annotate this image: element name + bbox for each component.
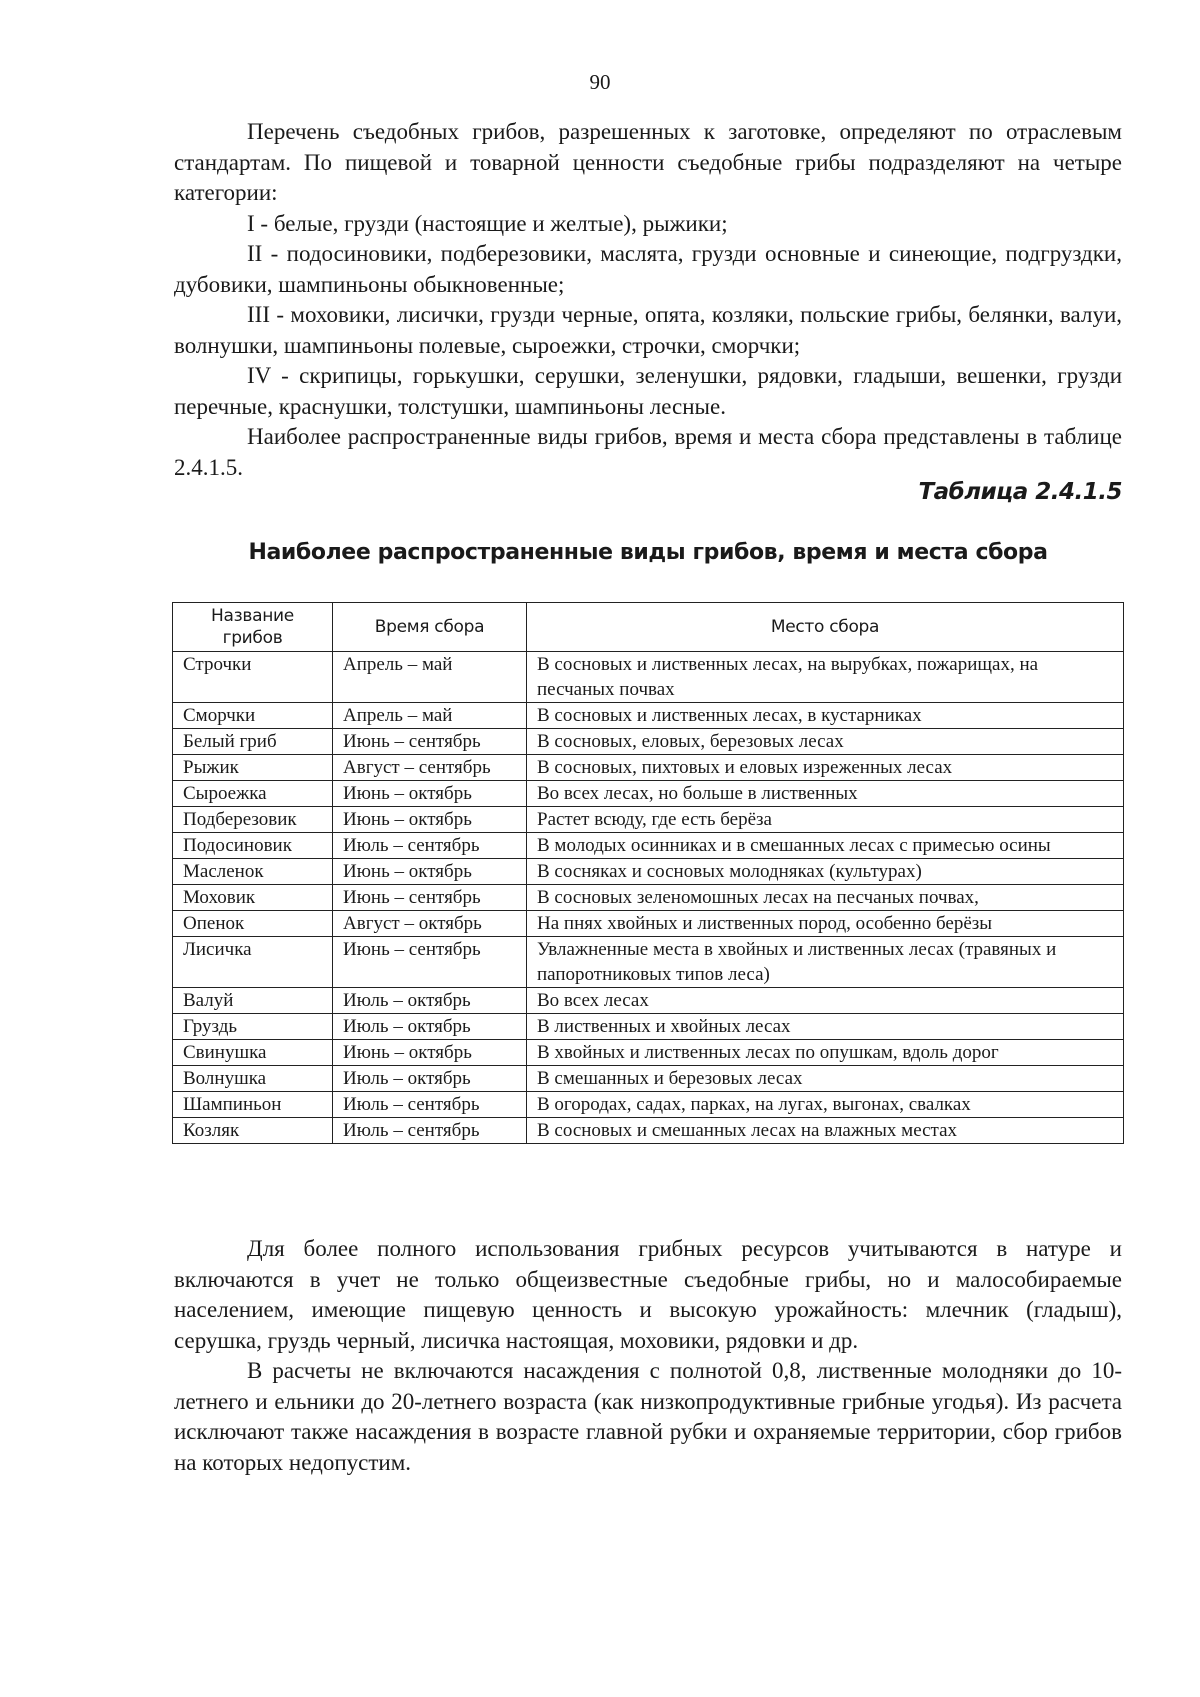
cell-mushroom-name: Валуй [173,988,333,1014]
cell-collection-time: Июль – сентябрь [333,833,527,859]
cell-collection-place: Увлажненные места в хвойных и лиственных лесах (травяных и папоротниковых типов леса) [527,937,1124,988]
cell-collection-place: В сосняках и сосновых молодняках (культурах) [527,859,1124,885]
cell-collection-place: В сосновых, пихтовых и еловых изреженных лесах [527,755,1124,781]
cell-collection-time: Август – октябрь [333,911,527,937]
cell-mushroom-name: Свинушка [173,1040,333,1066]
paragraph: Перечень съедобных грибов, разрешенных к заготовке, определяют по отраслевым стандартам. По пищевой и товарной ценности съедобные грибы подразделяют на четыре категории: [174,119,1122,205]
cell-collection-time: Июнь – октябрь [333,859,527,885]
cell-collection-time: Апрель – май [333,652,527,703]
cell-collection-place: В сосновых и лиственных лесах, на вырубках, пожарищах, на песчаных почвах [527,652,1124,703]
cell-collection-time: Июнь – октябрь [333,1040,527,1066]
cell-mushroom-name: Подберезовик [173,807,333,833]
table-row [173,807,1124,833]
intro-text [174,117,1122,483]
cell-collection-place: В лиственных и хвойных лесах [527,1014,1124,1040]
cell-mushroom-name: Опенок [173,911,333,937]
category-item: II - подосиновики, подберезовики, маслята, грузди основные и синеющие, подгруздки, дубовики, шампиньоны обыкновенные; [174,241,1122,297]
cell-mushroom-name: Масленок [173,859,333,885]
table-row [173,1014,1124,1040]
category-item: IV - скрипицы, горькушки, серушки, зеленушки, рядовки, гладыши, вешенки, грузди перечные, краснушки, толстушки, шампиньоны лесные. [174,363,1122,419]
paragraph: В расчеты не включаются насаждения с полнотой 0,8, лиственные молодняки до 10-летнего и ельники до 20-летнего возраста (как низкопродуктивные грибные угодья). Из расчета исключают также насаждения в возрасте главной рубки и охраняемые территории, сбор грибов на которых недопустим. [174,1358,1122,1475]
cell-collection-place: В сосновых, еловых, березовых лесах [527,729,1124,755]
table-row [173,911,1124,937]
table-header-row [173,603,1124,652]
table-reference: Таблица 2.4.1.5 [918,479,1122,505]
cell-collection-time: Июнь – октябрь [333,781,527,807]
cell-mushroom-name: Рыжик [173,755,333,781]
header-name: Название грибов [173,603,333,652]
cell-collection-place: В огородах, садах, парках, на лугах, выгонах, свалках [527,1092,1124,1118]
cell-collection-place: В сосновых и смешанных лесах на влажных местах [527,1118,1124,1144]
cell-mushroom-name: Моховик [173,885,333,911]
cell-collection-time: Июнь – сентябрь [333,885,527,911]
table-row [173,755,1124,781]
table-row [173,988,1124,1014]
cell-mushroom-name: Сыроежка [173,781,333,807]
table-row [173,703,1124,729]
cell-collection-time: Июнь – октябрь [333,807,527,833]
category-item: I - белые, грузди (настоящие и желтые), рыжики; [247,210,728,236]
cell-collection-place: В молодых осинниках и в смешанных лесах с примесью осины [527,833,1124,859]
cell-mushroom-name: Лисичка [173,937,333,988]
table-row [173,1066,1124,1092]
header-time: Время сбора [333,603,527,652]
table-row [173,729,1124,755]
cell-collection-place: В сосновых зеленомошных лесах на песчаных почвах, [527,885,1124,911]
cell-mushroom-name: Подосиновик [173,833,333,859]
cell-mushroom-name: Козляк [173,1118,333,1144]
table-row [173,885,1124,911]
cell-collection-place: В хвойных и лиственных лесах по опушкам, вдоль дорог [527,1040,1124,1066]
cell-collection-place: В смешанных и березовых лесах [527,1066,1124,1092]
cell-mushroom-name: Груздь [173,1014,333,1040]
table-row [173,781,1124,807]
table-row [173,833,1124,859]
header-place: Место сбора [527,603,1124,652]
table-row [173,937,1124,988]
cell-mushroom-name: Шампиньон [173,1092,333,1118]
category-item: III - моховики, лисички, грузди черные, опята, козляки, польские грибы, белянки, валуи, волнушки, шампиньоны полевые, сыроежки, строчки, сморчки; [174,302,1122,358]
page-number: 90 [589,70,611,94]
cell-collection-time: Июль – октябрь [333,1066,527,1092]
cell-collection-time: Август – сентябрь [333,755,527,781]
cell-collection-place: Во всех лесах [527,988,1124,1014]
cell-collection-time: Апрель – май [333,703,527,729]
table-row [173,1092,1124,1118]
cell-mushroom-name: Волнушка [173,1066,333,1092]
cell-collection-time: Июль – сентябрь [333,1118,527,1144]
cell-collection-time: Июль – сентябрь [333,1092,527,1118]
cell-mushroom-name: Сморчки [173,703,333,729]
outro-text [174,1234,1122,1478]
paragraph: Для более полного использования грибных ресурсов учитываются в натуре и включаются в учет не только общеизвестные съедобные грибы, но и малособираемые населением, имеющие пищевую ценность и высокую урожайность: млечник (гладыш), серушка, груздь черный, лисичка настоящая, моховики, рядовки и др. [174,1236,1122,1353]
cell-collection-place: Растет всюду, где есть берёза [527,807,1124,833]
cell-collection-time: Июль – октябрь [333,1014,527,1040]
cell-collection-place: В сосновых и лиственных лесах, в кустарниках [527,703,1124,729]
table-row [173,1118,1124,1144]
table-row [173,1040,1124,1066]
paragraph: Наиболее распространенные виды грибов, время и места сбора представлены в таблице 2.4.1.5. [174,424,1122,480]
cell-collection-time: Июнь – сентябрь [333,729,527,755]
cell-collection-place: На пнях хвойных и лиственных пород, особенно берёзы [527,911,1124,937]
cell-collection-time: Июль – октябрь [333,988,527,1014]
table-row [173,652,1124,703]
cell-collection-time: Июнь – сентябрь [333,937,527,988]
table-body [173,652,1124,1144]
cell-mushroom-name: Белый гриб [173,729,333,755]
table-row [173,859,1124,885]
mushroom-table [172,602,1124,1144]
cell-collection-place: Во всех лесах, но больше в лиственных [527,781,1124,807]
cell-mushroom-name: Строчки [173,652,333,703]
table-title: Наиболее распространенные виды грибов, время и места сбора [248,540,1048,565]
